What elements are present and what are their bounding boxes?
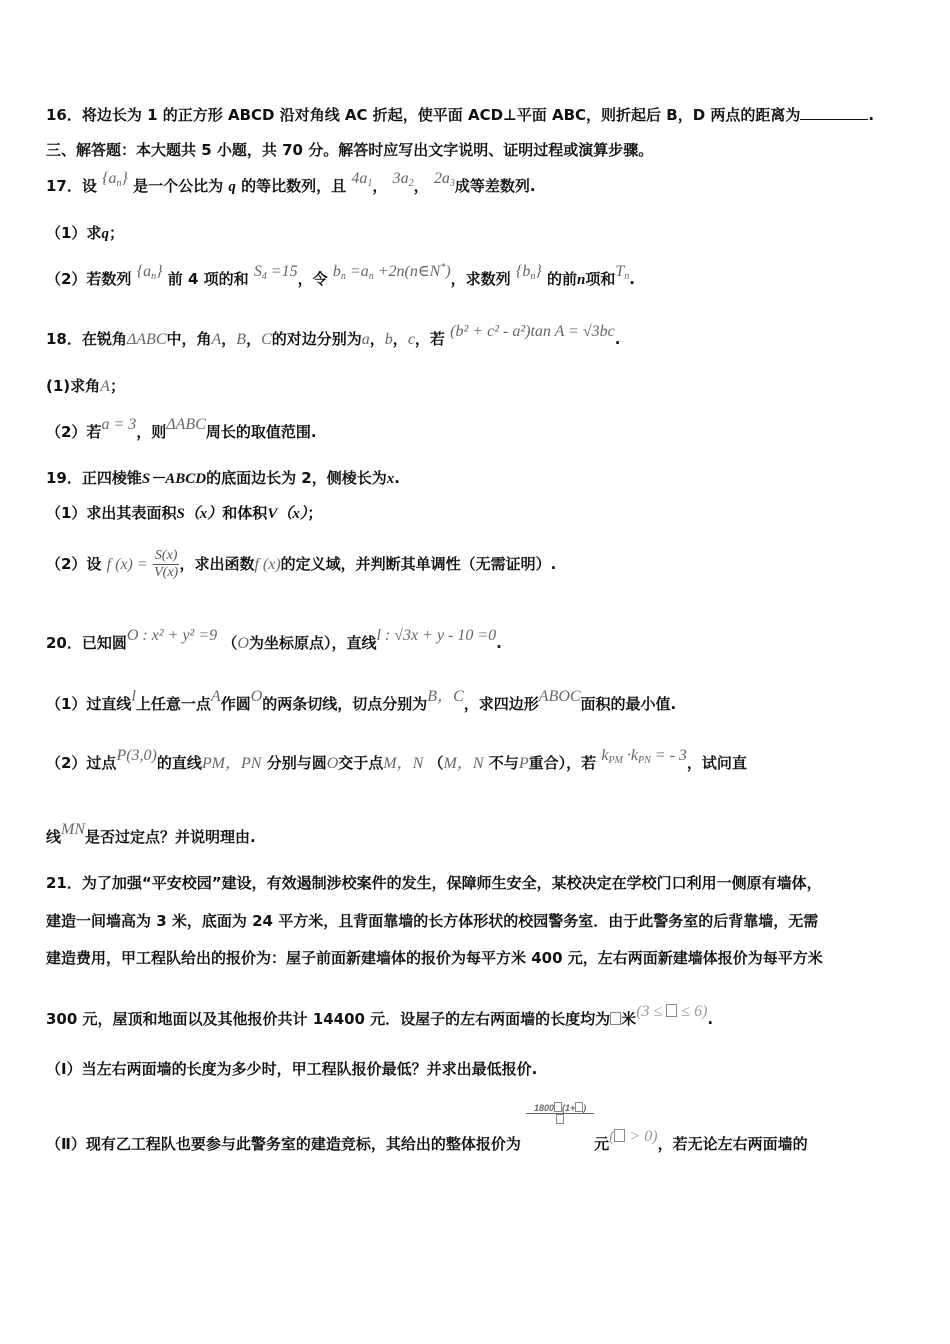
q17: 17．设 $\{a_n\}$ 是一个公比为 q 的等比数列，且 $4a_1$， $3a_2$， $2a_3$成等差数列.	[46, 170, 536, 195]
q17-part2: （2）若数列 $\{a_n\}$ 前 4 项的和 $S_4 =15$，令 $b_n =a_n$ +2n(n∈N*)，求数列 $\{b_n\}$ 的前n项和$T_n$.	[46, 262, 635, 288]
q18-part1: (1)求角A；	[46, 377, 125, 395]
placeholder-box	[610, 1012, 621, 1025]
sum-s4: $S_4 =15$	[253, 263, 298, 282]
q16-text: 16．将边长为 1 的正方形 ABCD 沿对角线 AC 折起，使平面 ACD⊥平面 ABC，则折起后 B，D 两点的距离为	[46, 106, 801, 124]
q19-part2: （2）设 f (x) = $\frac{S(x)}{V(x)}$ ，求出函数f (x)的定义域，并判断其单调性（无需证明）.	[46, 548, 557, 580]
q21-line2: 建造一间墙高为 3 米，底面为 24 平方米，且背面靠墙的长方体形状的校园警务室．由于此警务室的后背靠墙，无需	[46, 912, 819, 930]
term-4a1: $4a_1$	[351, 170, 373, 189]
fraction-sv: $\frac{S(x)}{V(x)}$	[154, 548, 179, 580]
q16	[46, 104, 874, 125]
price-fraction: 1800 (1+ )	[526, 1102, 594, 1125]
q20-part2-cont: 线MN是否过定点？并说明理由.	[46, 821, 256, 846]
q18-equation: (b² + c² - a²)tan A = √3bc	[450, 323, 615, 340]
q20-part1: （1）过直线l上任意一点A作圆O的两条切线，切点分别为B，C，求四边形ABOC面积的最小值.	[46, 688, 677, 713]
answer-blank	[800, 107, 868, 120]
section-heading: 三、解答题：本大题共 5 小题，共 70 分。解答时应写出文字说明、证明过程或演算步骤。	[46, 141, 654, 159]
q17-text-c: 成等差数列.	[454, 177, 536, 195]
q18-part2: （2）若a = 3，则ΔABC周长的取值范围.	[46, 416, 317, 441]
q21-part1: （Ⅰ）当左右两面墙的长度为多少时，甲工程队报价最低？并求出最低报价.	[46, 1060, 538, 1078]
tn: $T_n$	[615, 263, 630, 282]
q21-line4: 300 元，屋顶和地面以及其他报价共计 14400 元．设屋子的左右两面墙的长度均为 米(3 ≤ ≤ 6).	[46, 1003, 714, 1028]
cond-expr: ( > 0)	[609, 1128, 658, 1145]
q19-part1: （1）求出其表面积S（x）和体积V（x）；	[46, 504, 323, 522]
term-2a3: $2a_3$	[433, 170, 455, 189]
k-product: $k_{PM} \cdot k_{PN}$ = - 3	[601, 747, 687, 766]
bn-formula: $b_n =a_n$ +2n(n∈N*)	[332, 262, 451, 282]
seq-an: $\{a_n\}$	[102, 170, 128, 189]
q17-part1: （1）求q；	[46, 224, 124, 242]
range-expr: (3 ≤ ≤ 6)	[636, 1003, 708, 1020]
q21-line1: 21．为了加强“平安校园”建设，有效遏制涉校案件的发生，保障师生安全，某校决定在学校门口利用一侧原有墙体，	[46, 874, 822, 892]
q17-text-b: 的等比数列，且	[241, 177, 347, 195]
q17-label: 17．设	[46, 177, 97, 195]
f-def: f (x) =	[106, 556, 148, 573]
q19: 19．正四棱锥S－ABCD的底面边长为 2，侧棱长为x.	[46, 469, 400, 487]
term-3a2: $3a_2$	[392, 170, 414, 189]
q17-text-a: 是一个公比为	[133, 177, 224, 195]
q17-q: q	[228, 179, 236, 195]
seq-an-2: $\{a_n\}$	[136, 263, 163, 282]
q16-end: .	[868, 106, 875, 124]
seq-bn: $\{b_n\}$	[515, 263, 542, 282]
q21-line3: 建造费用，甲工程队给出的报价为：屋子前面新建墙体的报价为每平方米 400 元，左右两面新建墙体报价为每平方米	[46, 949, 823, 967]
q20-part2: （2）过点P(3,0)的直线PM，PN 分别与圆O交于点M，N （M，N 不与P重合），若 $k_{PM} \cdot k_{PN}$ = - 3，试问直	[46, 747, 747, 772]
q21-part2: （Ⅱ）现有乙工程队也要参与此警务室的建造竞标，其给出的整体报价为 1800 (1+ ) 元( > 0)，若无论左右两面墙的	[46, 1103, 808, 1153]
q18: 18．在锐角ΔABC中，角A，B，C的对边分别为a，b，c，若 (b² + c² - a²)tan A = √3bc.	[46, 323, 621, 348]
q20: 20．已知圆O : x² + y² =9 （O为坐标原点），直线l : √3x + y - 10 =0.	[46, 627, 502, 652]
